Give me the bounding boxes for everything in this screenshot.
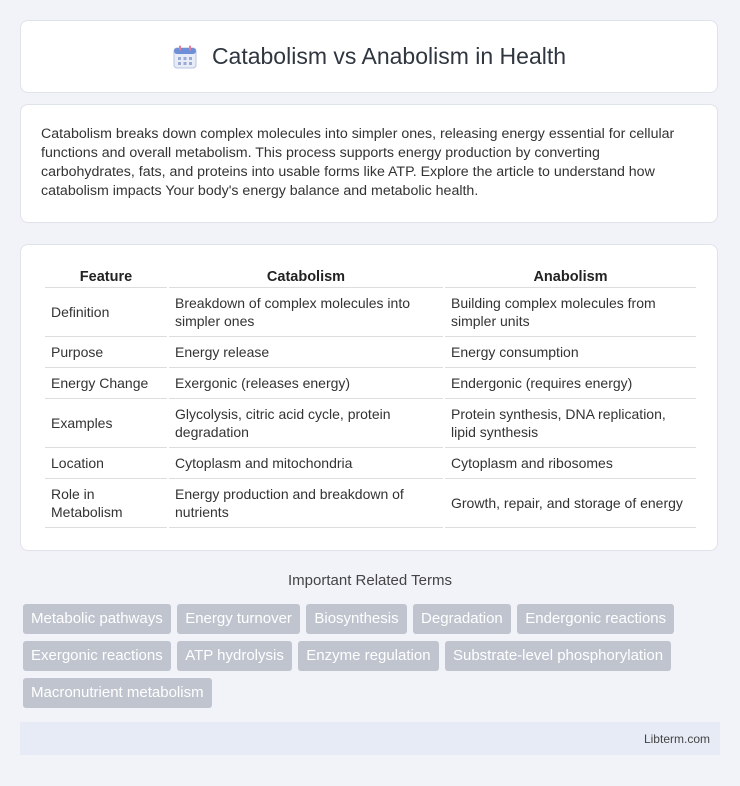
table-cell: Building complex molecules from simpler units [445,288,696,337]
term-tag[interactable]: Substrate-level phosphorylation [445,641,671,671]
table-row [45,288,696,337]
related-terms-title: Important Related Terms [288,572,452,589]
term-tag[interactable]: Exergonic reactions [23,641,171,671]
table-cell: Breakdown of complex molecules into simpler ones [169,288,443,337]
table-cell: Endergonic (requires energy) [445,368,696,399]
table-cell: Protein synthesis, DNA replication, lipid synthesis [445,399,696,448]
term-tag[interactable]: Metabolic pathways [23,604,171,634]
table-cell: Cytoplasm and ribosomes [445,448,696,479]
table-cell: Examples [45,399,167,448]
table-row [45,368,696,399]
table-row [45,448,696,479]
column-header: Feature [45,265,167,288]
table-cell: Definition [45,288,167,337]
table-cell: Location [45,448,167,479]
term-tag[interactable]: Enzyme regulation [298,641,438,671]
footer-site-link[interactable]: Libterm.com [643,731,710,746]
table-cell: Role in Metabolism [45,479,167,528]
term-tag[interactable]: ATP hydrolysis [177,641,292,671]
related-terms-list [23,604,723,715]
term-tag[interactable]: Biosynthesis [306,604,406,634]
intro-text: Catabolism breaks down complex molecules into simpler ones, releasing energy essential for cellular functions and overall metabolism. This process supports energy production by converting carbohydrates, fats, and proteins into usable forms like ATP. Explore the article to understand how catabolism impacts Your body's energy balance and metabolic health. [41,126,675,199]
table-cell: Exergonic (releases energy) [169,368,443,399]
intro-card [20,104,718,223]
table-cell: Energy production and breakdown of nutrients [169,479,443,528]
column-header: Anabolism [445,265,696,288]
table-cell: Purpose [45,337,167,368]
table-cell: Energy consumption [445,337,696,368]
table-row [45,337,696,368]
footer [20,722,720,755]
table-header-row [45,265,696,288]
table-cell: Growth, repair, and storage of energy [445,479,696,528]
comparison-card [20,244,718,551]
table-row [45,479,696,528]
table-cell: Glycolysis, citric acid cycle, protein degradation [169,399,443,448]
header-card [20,20,718,93]
calendar-icon [172,44,198,70]
comparison-table [43,265,698,528]
term-tag[interactable]: Energy turnover [177,604,300,634]
column-header: Catabolism [169,265,443,288]
term-tag[interactable]: Degradation [413,604,511,634]
term-tag[interactable]: Endergonic reactions [517,604,674,634]
page-title: Catabolism vs Anabolism in Health [211,43,567,69]
table-cell: Energy Change [45,368,167,399]
table-cell: Cytoplasm and mitochondria [169,448,443,479]
table-row [45,399,696,448]
term-tag[interactable]: Macronutrient metabolism [23,678,212,708]
table-cell: Energy release [169,337,443,368]
